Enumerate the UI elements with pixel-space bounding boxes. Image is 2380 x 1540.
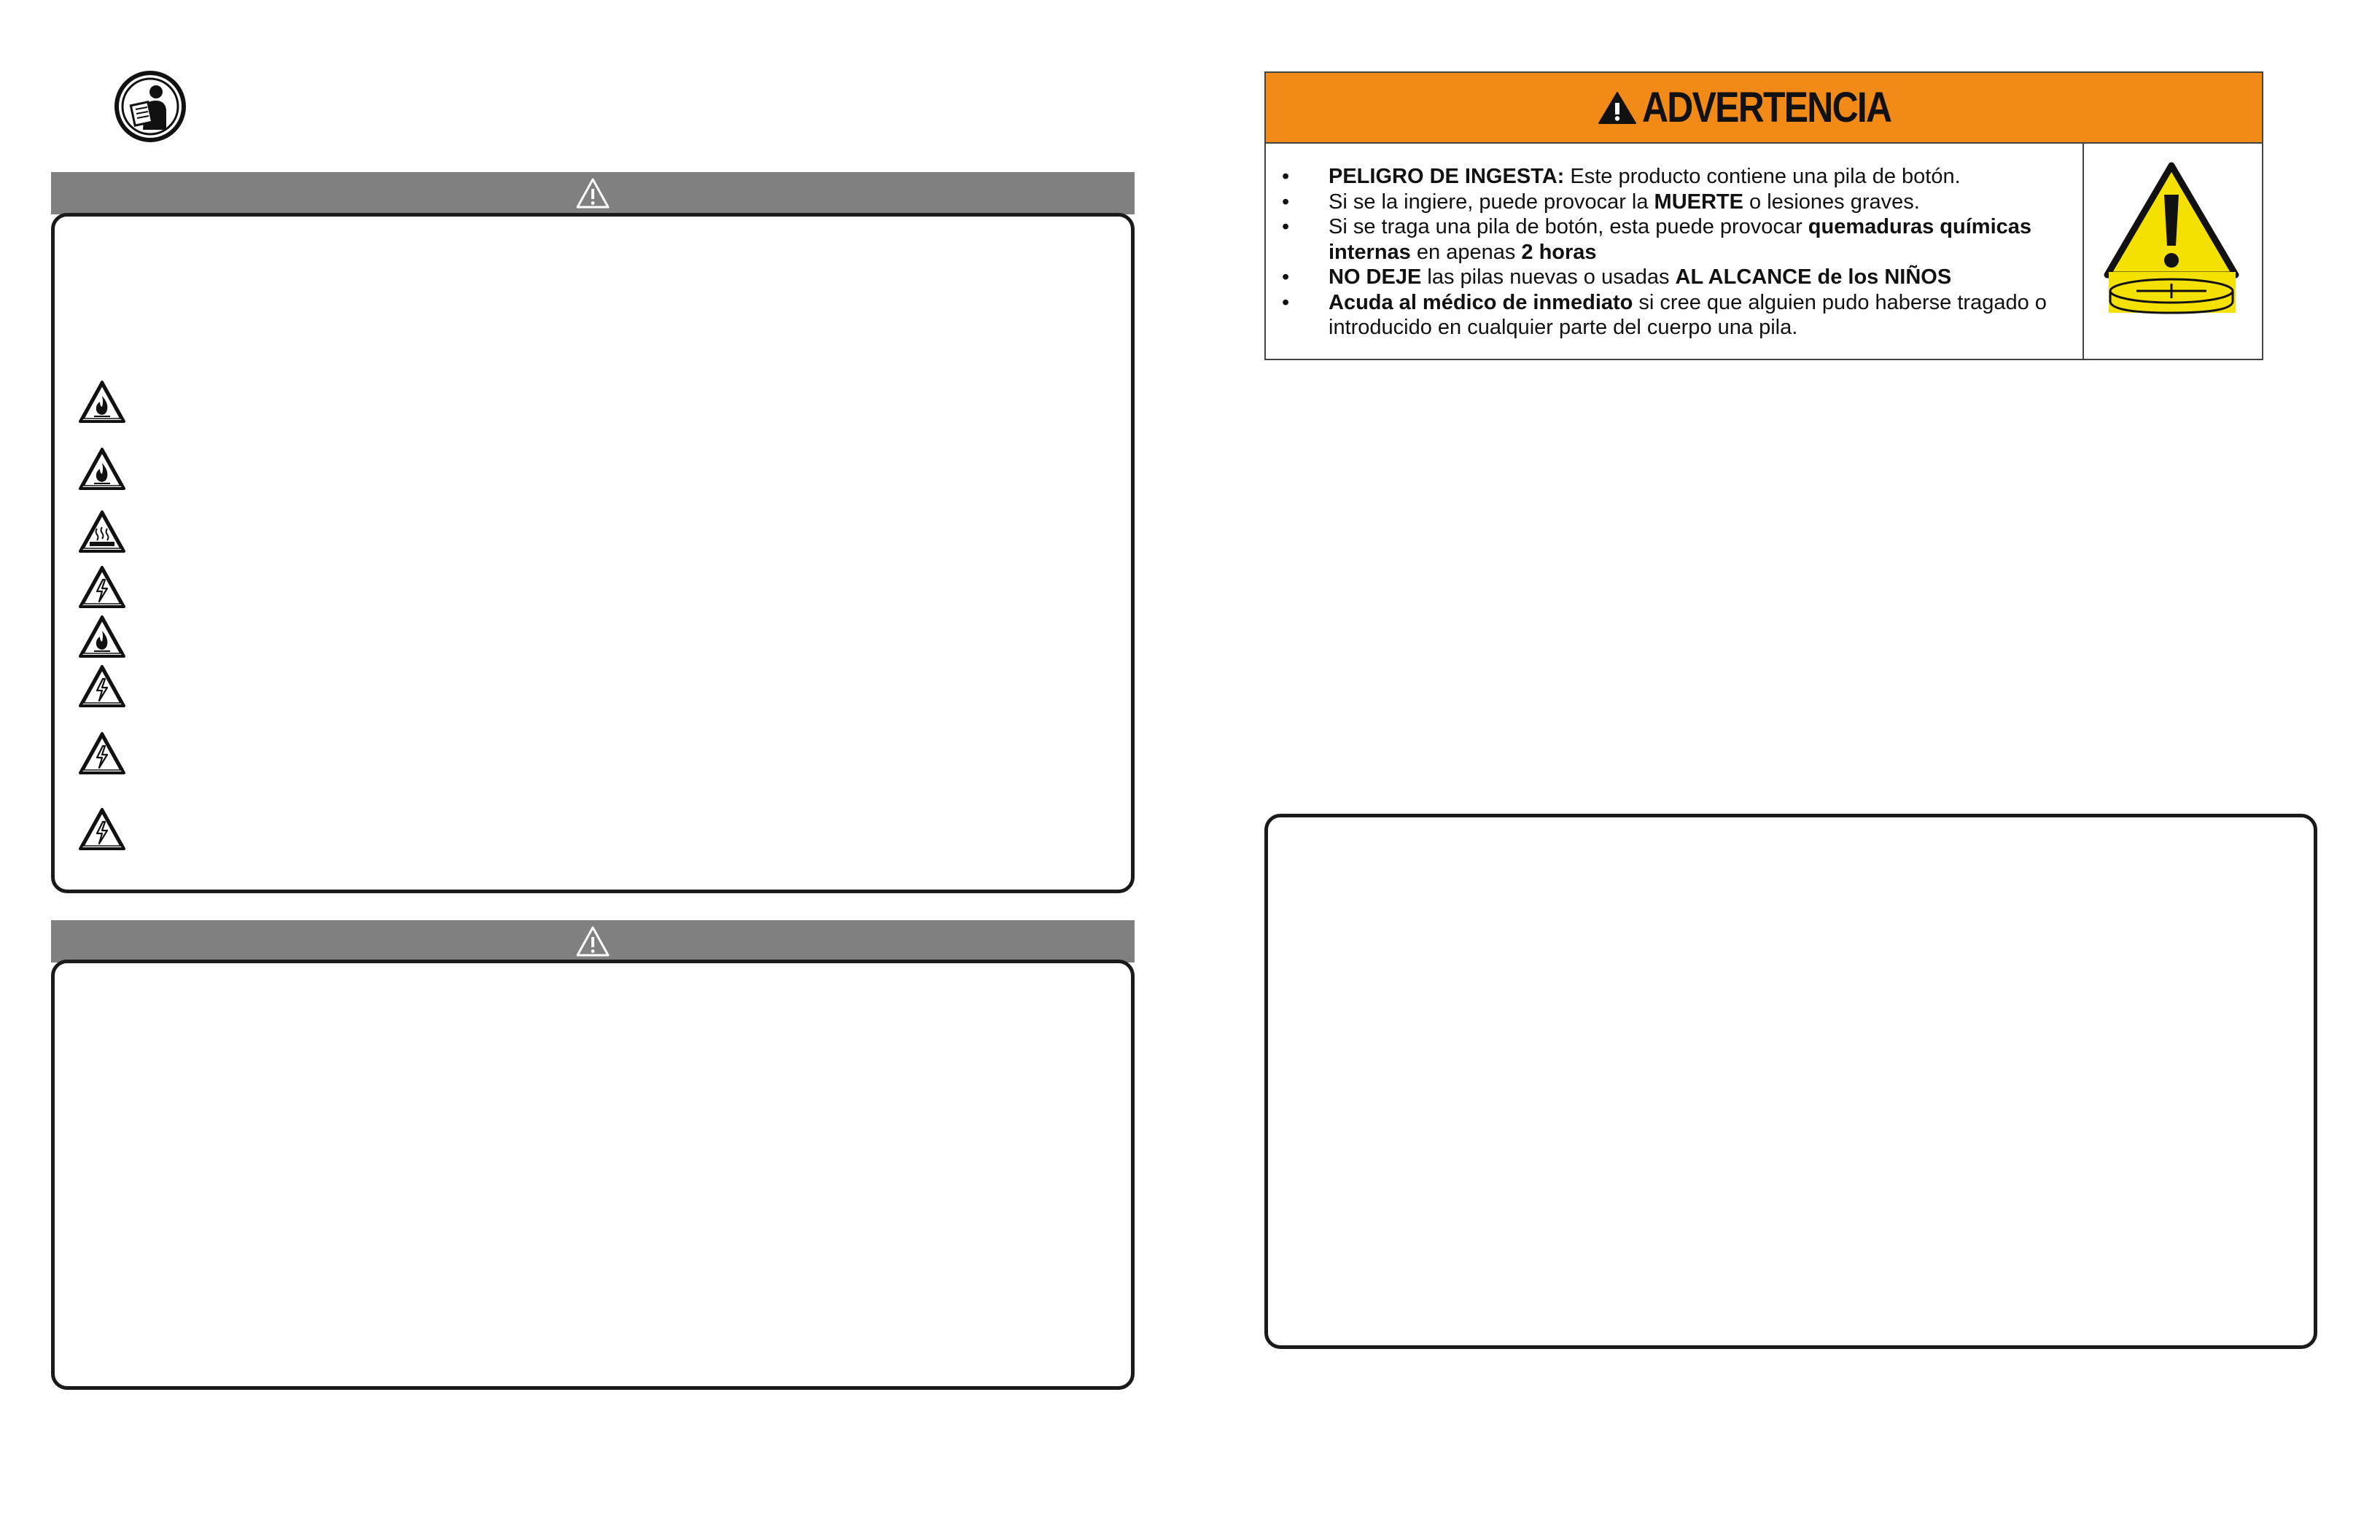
electric-shock-icon — [78, 664, 126, 708]
warning-header — [1266, 73, 2262, 144]
warning-item-text: Si se la ingiere, puede provocar la — [1329, 190, 1654, 214]
section-header-bar-1 — [51, 172, 1135, 214]
warning-triangle-icon — [1597, 90, 1638, 125]
safety-box-1 — [51, 213, 1135, 893]
fire-hazard-icon — [78, 380, 126, 424]
button-battery-warning-icon — [2081, 144, 2262, 359]
warning-item — [1266, 290, 2082, 341]
warning-triangle-icon — [575, 925, 611, 958]
warning-item-text: 2 horas — [1521, 240, 1597, 264]
warning-item-text: las pilas nuevas o usadas — [1421, 265, 1676, 289]
section-header-bar-2 — [51, 920, 1135, 962]
warning-item-text: PELIGRO DE INGESTA: — [1329, 165, 1565, 188]
safety-box-2 — [51, 960, 1135, 1390]
warning-item-text: si cree que alguien pudo haberse tragado o introducido en cualquier parte del cuerpo una pila. — [1329, 290, 2047, 339]
warning-item-text: MUERTE — [1654, 190, 1743, 214]
electric-shock-icon — [78, 807, 126, 851]
warning-title: ADVERTENCIA — [1641, 84, 1891, 131]
warning-item — [1266, 164, 2082, 190]
warning-list — [1266, 144, 2082, 341]
hot-surface-icon — [78, 510, 126, 553]
warning-item-text: Este producto contiene una pila de botón. — [1564, 165, 1961, 188]
warning-body — [1266, 144, 2084, 359]
warning-item-text: NO DEJE — [1329, 265, 1422, 289]
battery-warning-label — [1264, 71, 2263, 360]
warning-item — [1266, 214, 2082, 265]
warning-item-text: Si se traga una pila de botón, esta puede provocar — [1329, 215, 1808, 238]
fire-hazard-icon — [78, 447, 126, 491]
warning-item — [1266, 265, 2082, 290]
fire-hazard-icon — [78, 615, 126, 658]
warning-item-text: Acuda al médico de inmediato — [1329, 290, 1633, 314]
warning-item-text: AL ALCANCE de los NIÑOS — [1675, 265, 1952, 289]
warning-item-text: o lesiones graves. — [1743, 190, 1920, 214]
content-box-right — [1264, 814, 2317, 1349]
warning-item-text: en apenas — [1410, 240, 1522, 264]
read-manual-icon — [114, 70, 187, 143]
warning-triangle-icon — [575, 176, 611, 210]
warning-item — [1266, 190, 2082, 215]
electric-shock-icon — [78, 565, 126, 609]
warning-item-text: quemaduras químicas internas — [1329, 215, 2032, 264]
electric-shock-icon — [78, 731, 126, 775]
